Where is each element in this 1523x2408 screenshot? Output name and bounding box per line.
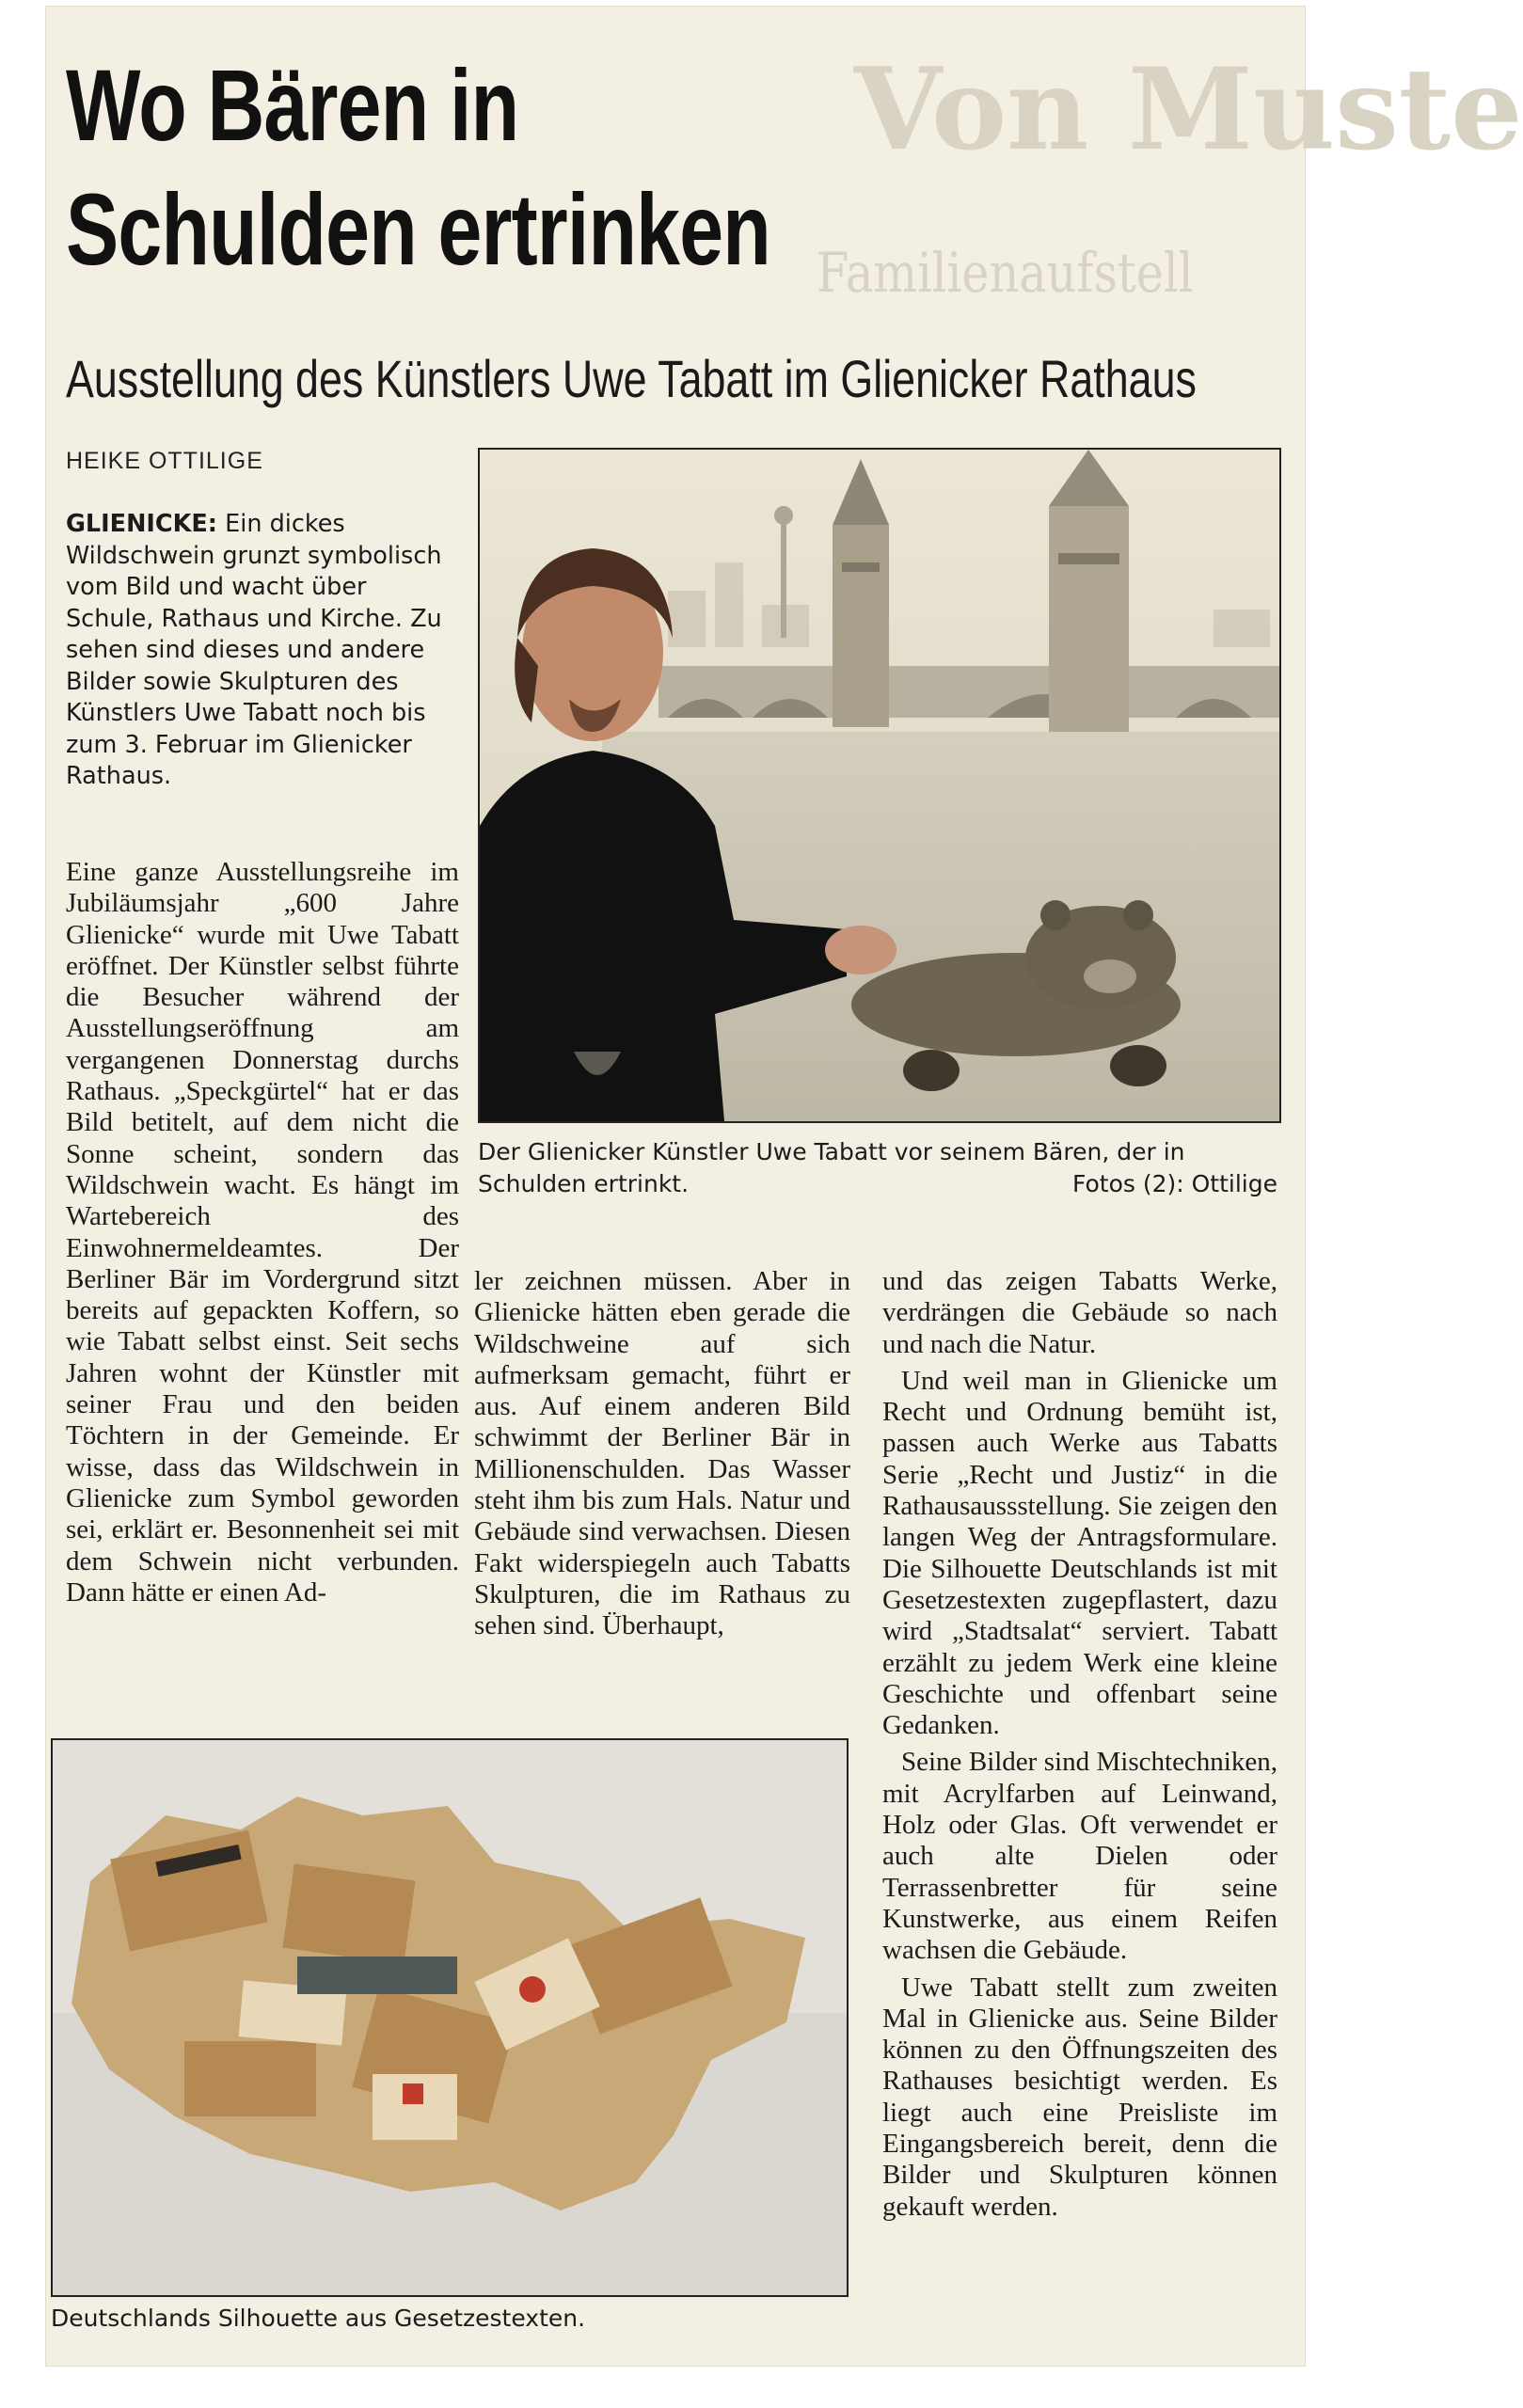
headline-line-2: Schulden ertrinken (66, 172, 770, 286)
silhouette-photo-caption: Deutschlands Silhouette aus Gesetzestexten. (51, 2305, 586, 2332)
article-column-3 (882, 1266, 1277, 2223)
column1-text: Eine ganze Ausstellungsreihe im Jubiläumsjahr „600 Jahre Glienicke“ wurde mit Uwe Tabatt eröffnet. Der Künstler selbst führte die Besucher während der Ausstellungseröffnung am vergangenen Donnerstag durchs Rathaus. „Speckgürtel“ hat er das Bild betitelt, auf dem nicht die Sonne scheint, sondern das Wildschwein wacht. Es hängt im Wartebereich des Einwohnermeldeamtes. Der Berliner Bär im Vordergrund sitzt bereits auf gepackten Koffern, so wie Tabatt selbst einst. Seit sechs Jahren wohnt der Künstler mit seiner Frau und den beiden Töchtern in der Gemeinde. Er wisse, dass das Wildschwein in Glienicke zum Symbol geworden sei, erklärt er. Besonnenheit sei mit dem Schwein nicht verbunden. Dann hätte er einen Ad- (66, 857, 459, 1608)
article-headline (66, 43, 770, 292)
photo-credit: Fotos (2): Ottilige (1071, 1170, 1277, 1197)
column3-paragraph-4: Uwe Tabatt stellt zum zweiten Mal in Glienicke aus. Seine Bilder können zu den Öffnungszeiten des Rathauses besichtigt werden. Es liegt auch eine Preisliste im Eingangsbereich bereit, denn die Bilder und Skulpturen können gekauft werden. (882, 1972, 1277, 2222)
bleed-through-headline: Von Muste (854, 43, 1523, 176)
column3-paragraph-1: und das zeigen Tabatts Werke, verdrängen die Gebäude so nach und nach die Natur. (882, 1266, 1277, 1359)
dateline: GLIENICKE: (66, 510, 218, 538)
photo1-caption-text: Der Glienicker Künstler Uwe Tabatt vor seinem Bären, der in Schulden ertrinkt. (478, 1138, 1185, 1197)
article-column-2 (474, 1266, 850, 1642)
artist-photo (478, 448, 1281, 1123)
author-byline: HEIKE OTTILIGE (66, 448, 263, 474)
headline-line-1: Wo Bären in (66, 48, 519, 162)
artist-photo-caption (478, 1136, 1277, 1200)
lead-text: Ein dickes Wildschwein grunzt symbolisch vom Bild und wacht über Schule, Rathaus und Kirche. Zu sehen sind dieses und andere Bilder sowie Skulpturen des Künstlers Uwe Tabatt noch bis zum 3. Februar im Glienicker Rathaus. (66, 510, 442, 790)
germany-silhouette-sculpture-image (53, 1740, 847, 2295)
newspaper-clipping (45, 6, 1523, 2367)
artist-with-painting-image (480, 450, 1279, 1121)
lead-paragraph (66, 509, 461, 793)
column3-paragraph-3: Seine Bilder sind Mischtechniken, mit Acrylfarben auf Leinwand, Holz oder Glas. Oft verwendet er auch alte Dielen oder Terrassenbretter für seine Kunstwerke, aus einem Reifen wachsen die Gebäude. (882, 1747, 1277, 1966)
article-column-1 (66, 857, 459, 1608)
germany-silhouette-photo (51, 1738, 849, 2297)
column3-paragraph-2: Und weil man in Glienicke um Recht und Ordnung bemüht ist, passen auch Werke aus Tabatts Serie „Recht und Justiz“ in die Rathausaussstellung. Sie zeigen den langen Weg der Antragsformulare. Die Silhouette Deutschlands ist mit Gesetzestexten zugepflastert, dazu wird „Stadtsalat“ serviert. Tabatt erzählt zu jedem Werk eine kleine Geschichte und offenbart seine Gedanken. (882, 1365, 1277, 1741)
column2-text: ler zeichnen müssen. Aber in Glienicke hätten eben gerade die Wildschweine auf sich aufmerksam gemacht, führt er aus. Auf einem anderen Bild schwimmt der Berliner Bär in Millionenschulden. Das Wasser steht ihm bis zum Hals. Natur und Gebäude sind verwachsen. Diesen Fakt widerspiegeln auch Tabatts Skulpturen, die im Rathaus zu sehen sind. Überhaupt, (474, 1266, 850, 1641)
bleed-through-subhead: Familienaufstell (817, 241, 1194, 305)
article-subheadline: Ausstellung des Künstlers Uwe Tabatt im Glienicker Rathaus (66, 349, 1197, 408)
